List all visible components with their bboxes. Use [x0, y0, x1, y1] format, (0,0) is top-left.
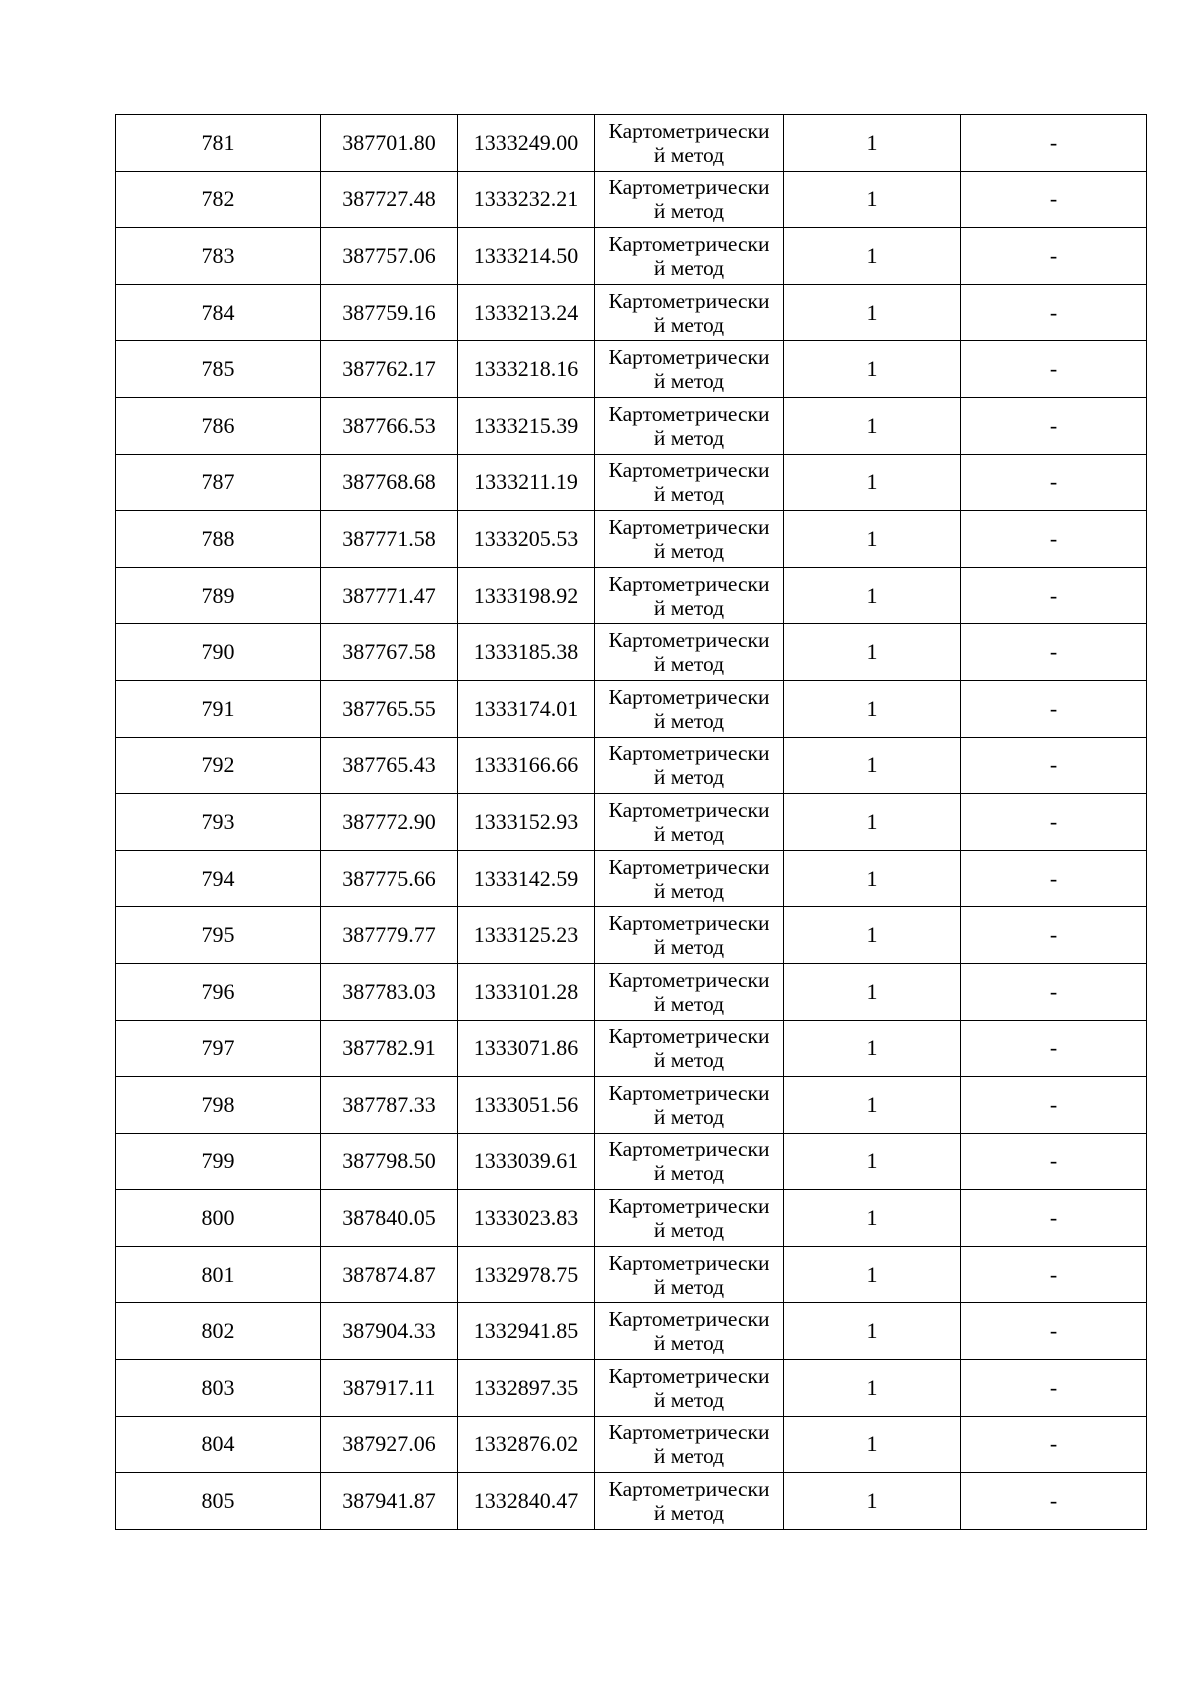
- note-cell: -: [961, 1360, 1147, 1417]
- point-number-cell: 789: [116, 567, 321, 624]
- table-row: [116, 171, 1147, 228]
- note-cell: -: [961, 907, 1147, 964]
- coordinate-x-cell: 387762.17: [321, 341, 458, 398]
- point-number-cell: 782: [116, 171, 321, 228]
- coordinate-x-cell: 387759.16: [321, 284, 458, 341]
- method-cell: Картометрически й метод: [595, 228, 784, 285]
- table-row: [116, 567, 1147, 624]
- table-row: [116, 1077, 1147, 1134]
- method-cell: Картометрически й метод: [595, 1020, 784, 1077]
- point-number-cell: 783: [116, 228, 321, 285]
- note-cell: -: [961, 115, 1147, 172]
- note-cell: -: [961, 850, 1147, 907]
- coordinate-x-cell: 387765.43: [321, 737, 458, 794]
- note-cell: -: [961, 1473, 1147, 1530]
- accuracy-cell: 1: [784, 1020, 961, 1077]
- method-cell: Картометрически й метод: [595, 1473, 784, 1530]
- point-number-cell: 793: [116, 794, 321, 851]
- table-row: [116, 454, 1147, 511]
- coordinate-x-cell: 387874.87: [321, 1246, 458, 1303]
- accuracy-cell: 1: [784, 511, 961, 568]
- coordinate-x-cell: 387771.58: [321, 511, 458, 568]
- accuracy-cell: 1: [784, 850, 961, 907]
- coordinate-x-cell: 387757.06: [321, 228, 458, 285]
- accuracy-cell: 1: [784, 228, 961, 285]
- accuracy-cell: 1: [784, 397, 961, 454]
- table-row: [116, 1360, 1147, 1417]
- method-cell: Картометрически й метод: [595, 1190, 784, 1247]
- coordinate-x-cell: 387840.05: [321, 1190, 458, 1247]
- coordinate-x-cell: 387772.90: [321, 794, 458, 851]
- method-cell: Картометрически й метод: [595, 737, 784, 794]
- coordinate-y-cell: 1332897.35: [458, 1360, 595, 1417]
- note-cell: -: [961, 1246, 1147, 1303]
- accuracy-cell: 1: [784, 1303, 961, 1360]
- point-number-cell: 799: [116, 1133, 321, 1190]
- coordinate-x-cell: 387927.06: [321, 1416, 458, 1473]
- note-cell: -: [961, 794, 1147, 851]
- coordinate-x-cell: 387782.91: [321, 1020, 458, 1077]
- coordinate-y-cell: 1333214.50: [458, 228, 595, 285]
- coordinate-y-cell: 1333166.66: [458, 737, 595, 794]
- note-cell: -: [961, 1020, 1147, 1077]
- coordinate-y-cell: 1333039.61: [458, 1133, 595, 1190]
- accuracy-cell: 1: [784, 794, 961, 851]
- point-number-cell: 790: [116, 624, 321, 681]
- coordinate-y-cell: 1333211.19: [458, 454, 595, 511]
- table-row: [116, 1246, 1147, 1303]
- point-number-cell: 794: [116, 850, 321, 907]
- coordinate-x-cell: 387701.80: [321, 115, 458, 172]
- note-cell: -: [961, 963, 1147, 1020]
- note-cell: -: [961, 1303, 1147, 1360]
- coordinate-x-cell: 387787.33: [321, 1077, 458, 1134]
- method-cell: Картометрически й метод: [595, 341, 784, 398]
- method-cell: Картометрически й метод: [595, 171, 784, 228]
- point-number-cell: 791: [116, 680, 321, 737]
- table-row: [116, 228, 1147, 285]
- coordinate-x-cell: 387727.48: [321, 171, 458, 228]
- accuracy-cell: 1: [784, 115, 961, 172]
- coordinate-x-cell: 387768.68: [321, 454, 458, 511]
- accuracy-cell: 1: [784, 341, 961, 398]
- accuracy-cell: 1: [784, 1077, 961, 1134]
- coordinate-x-cell: 387779.77: [321, 907, 458, 964]
- point-number-cell: 781: [116, 115, 321, 172]
- coordinate-y-cell: 1333142.59: [458, 850, 595, 907]
- table-row: [116, 1133, 1147, 1190]
- point-number-cell: 803: [116, 1360, 321, 1417]
- note-cell: -: [961, 624, 1147, 681]
- note-cell: -: [961, 511, 1147, 568]
- accuracy-cell: 1: [784, 963, 961, 1020]
- note-cell: -: [961, 397, 1147, 454]
- note-cell: -: [961, 567, 1147, 624]
- coordinate-y-cell: 1333051.56: [458, 1077, 595, 1134]
- table-row: [116, 511, 1147, 568]
- point-number-cell: 797: [116, 1020, 321, 1077]
- coordinate-y-cell: 1333185.38: [458, 624, 595, 681]
- method-cell: Картометрически й метод: [595, 624, 784, 681]
- coordinates-table-body: [116, 115, 1147, 1530]
- coordinate-x-cell: 387798.50: [321, 1133, 458, 1190]
- table-row: [116, 737, 1147, 794]
- note-cell: -: [961, 284, 1147, 341]
- coordinate-y-cell: 1333198.92: [458, 567, 595, 624]
- method-cell: Картометрически й метод: [595, 284, 784, 341]
- point-number-cell: 785: [116, 341, 321, 398]
- coordinate-y-cell: 1333101.28: [458, 963, 595, 1020]
- method-cell: Картометрически й метод: [595, 963, 784, 1020]
- point-number-cell: 802: [116, 1303, 321, 1360]
- coordinate-y-cell: 1333232.21: [458, 171, 595, 228]
- coordinate-x-cell: 387771.47: [321, 567, 458, 624]
- coordinate-y-cell: 1332840.47: [458, 1473, 595, 1530]
- method-cell: Картометрически й метод: [595, 511, 784, 568]
- coordinate-x-cell: 387775.66: [321, 850, 458, 907]
- coordinate-x-cell: 387766.53: [321, 397, 458, 454]
- coordinate-x-cell: 387783.03: [321, 963, 458, 1020]
- method-cell: Картометрически й метод: [595, 680, 784, 737]
- point-number-cell: 801: [116, 1246, 321, 1303]
- coordinate-y-cell: 1333249.00: [458, 115, 595, 172]
- table-row: [116, 341, 1147, 398]
- table-row: [116, 963, 1147, 1020]
- point-number-cell: 795: [116, 907, 321, 964]
- accuracy-cell: 1: [784, 1416, 961, 1473]
- method-cell: Картометрически й метод: [595, 567, 784, 624]
- coordinate-y-cell: 1333213.24: [458, 284, 595, 341]
- method-cell: Картометрически й метод: [595, 115, 784, 172]
- coordinate-x-cell: 387917.11: [321, 1360, 458, 1417]
- method-cell: Картометрически й метод: [595, 1303, 784, 1360]
- coordinate-y-cell: 1333215.39: [458, 397, 595, 454]
- coordinate-y-cell: 1333023.83: [458, 1190, 595, 1247]
- method-cell: Картометрически й метод: [595, 454, 784, 511]
- accuracy-cell: 1: [784, 1360, 961, 1417]
- coordinate-x-cell: 387765.55: [321, 680, 458, 737]
- accuracy-cell: 1: [784, 567, 961, 624]
- point-number-cell: 784: [116, 284, 321, 341]
- method-cell: Картометрически й метод: [595, 850, 784, 907]
- note-cell: -: [961, 454, 1147, 511]
- coordinate-y-cell: 1332941.85: [458, 1303, 595, 1360]
- table-row: [116, 115, 1147, 172]
- coordinate-x-cell: 387767.58: [321, 624, 458, 681]
- table-row: [116, 284, 1147, 341]
- coordinate-y-cell: 1333125.23: [458, 907, 595, 964]
- point-number-cell: 805: [116, 1473, 321, 1530]
- method-cell: Картометрически й метод: [595, 794, 784, 851]
- point-number-cell: 788: [116, 511, 321, 568]
- note-cell: -: [961, 680, 1147, 737]
- accuracy-cell: 1: [784, 454, 961, 511]
- point-number-cell: 800: [116, 1190, 321, 1247]
- note-cell: -: [961, 171, 1147, 228]
- table-row: [116, 397, 1147, 454]
- method-cell: Картометрически й метод: [595, 1360, 784, 1417]
- table-row: [116, 680, 1147, 737]
- point-number-cell: 787: [116, 454, 321, 511]
- point-number-cell: 792: [116, 737, 321, 794]
- accuracy-cell: 1: [784, 1246, 961, 1303]
- point-number-cell: 786: [116, 397, 321, 454]
- method-cell: Картометрически й метод: [595, 907, 784, 964]
- table-row: [116, 1416, 1147, 1473]
- accuracy-cell: 1: [784, 1133, 961, 1190]
- point-number-cell: 796: [116, 963, 321, 1020]
- table-row: [116, 907, 1147, 964]
- accuracy-cell: 1: [784, 907, 961, 964]
- method-cell: Картометрически й метод: [595, 397, 784, 454]
- coordinate-x-cell: 387941.87: [321, 1473, 458, 1530]
- note-cell: -: [961, 228, 1147, 285]
- coordinate-y-cell: 1332978.75: [458, 1246, 595, 1303]
- coordinates-table: [115, 114, 1147, 1530]
- accuracy-cell: 1: [784, 624, 961, 681]
- coordinate-y-cell: 1333152.93: [458, 794, 595, 851]
- note-cell: -: [961, 1077, 1147, 1134]
- method-cell: Картометрически й метод: [595, 1133, 784, 1190]
- coordinate-y-cell: 1332876.02: [458, 1416, 595, 1473]
- note-cell: -: [961, 737, 1147, 794]
- coordinate-x-cell: 387904.33: [321, 1303, 458, 1360]
- table-row: [116, 794, 1147, 851]
- note-cell: -: [961, 1416, 1147, 1473]
- table-row: [116, 1020, 1147, 1077]
- table-row: [116, 1303, 1147, 1360]
- coordinate-y-cell: 1333174.01: [458, 680, 595, 737]
- method-cell: Картометрически й метод: [595, 1246, 784, 1303]
- note-cell: -: [961, 1190, 1147, 1247]
- table-row: [116, 1473, 1147, 1530]
- method-cell: Картометрически й метод: [595, 1077, 784, 1134]
- accuracy-cell: 1: [784, 680, 961, 737]
- table-row: [116, 624, 1147, 681]
- table-row: [116, 850, 1147, 907]
- accuracy-cell: 1: [784, 284, 961, 341]
- table-row: [116, 1190, 1147, 1247]
- accuracy-cell: 1: [784, 171, 961, 228]
- coordinate-y-cell: 1333205.53: [458, 511, 595, 568]
- point-number-cell: 804: [116, 1416, 321, 1473]
- accuracy-cell: 1: [784, 737, 961, 794]
- coordinate-y-cell: 1333071.86: [458, 1020, 595, 1077]
- accuracy-cell: 1: [784, 1190, 961, 1247]
- point-number-cell: 798: [116, 1077, 321, 1134]
- note-cell: -: [961, 341, 1147, 398]
- note-cell: -: [961, 1133, 1147, 1190]
- accuracy-cell: 1: [784, 1473, 961, 1530]
- coordinate-y-cell: 1333218.16: [458, 341, 595, 398]
- method-cell: Картометрически й метод: [595, 1416, 784, 1473]
